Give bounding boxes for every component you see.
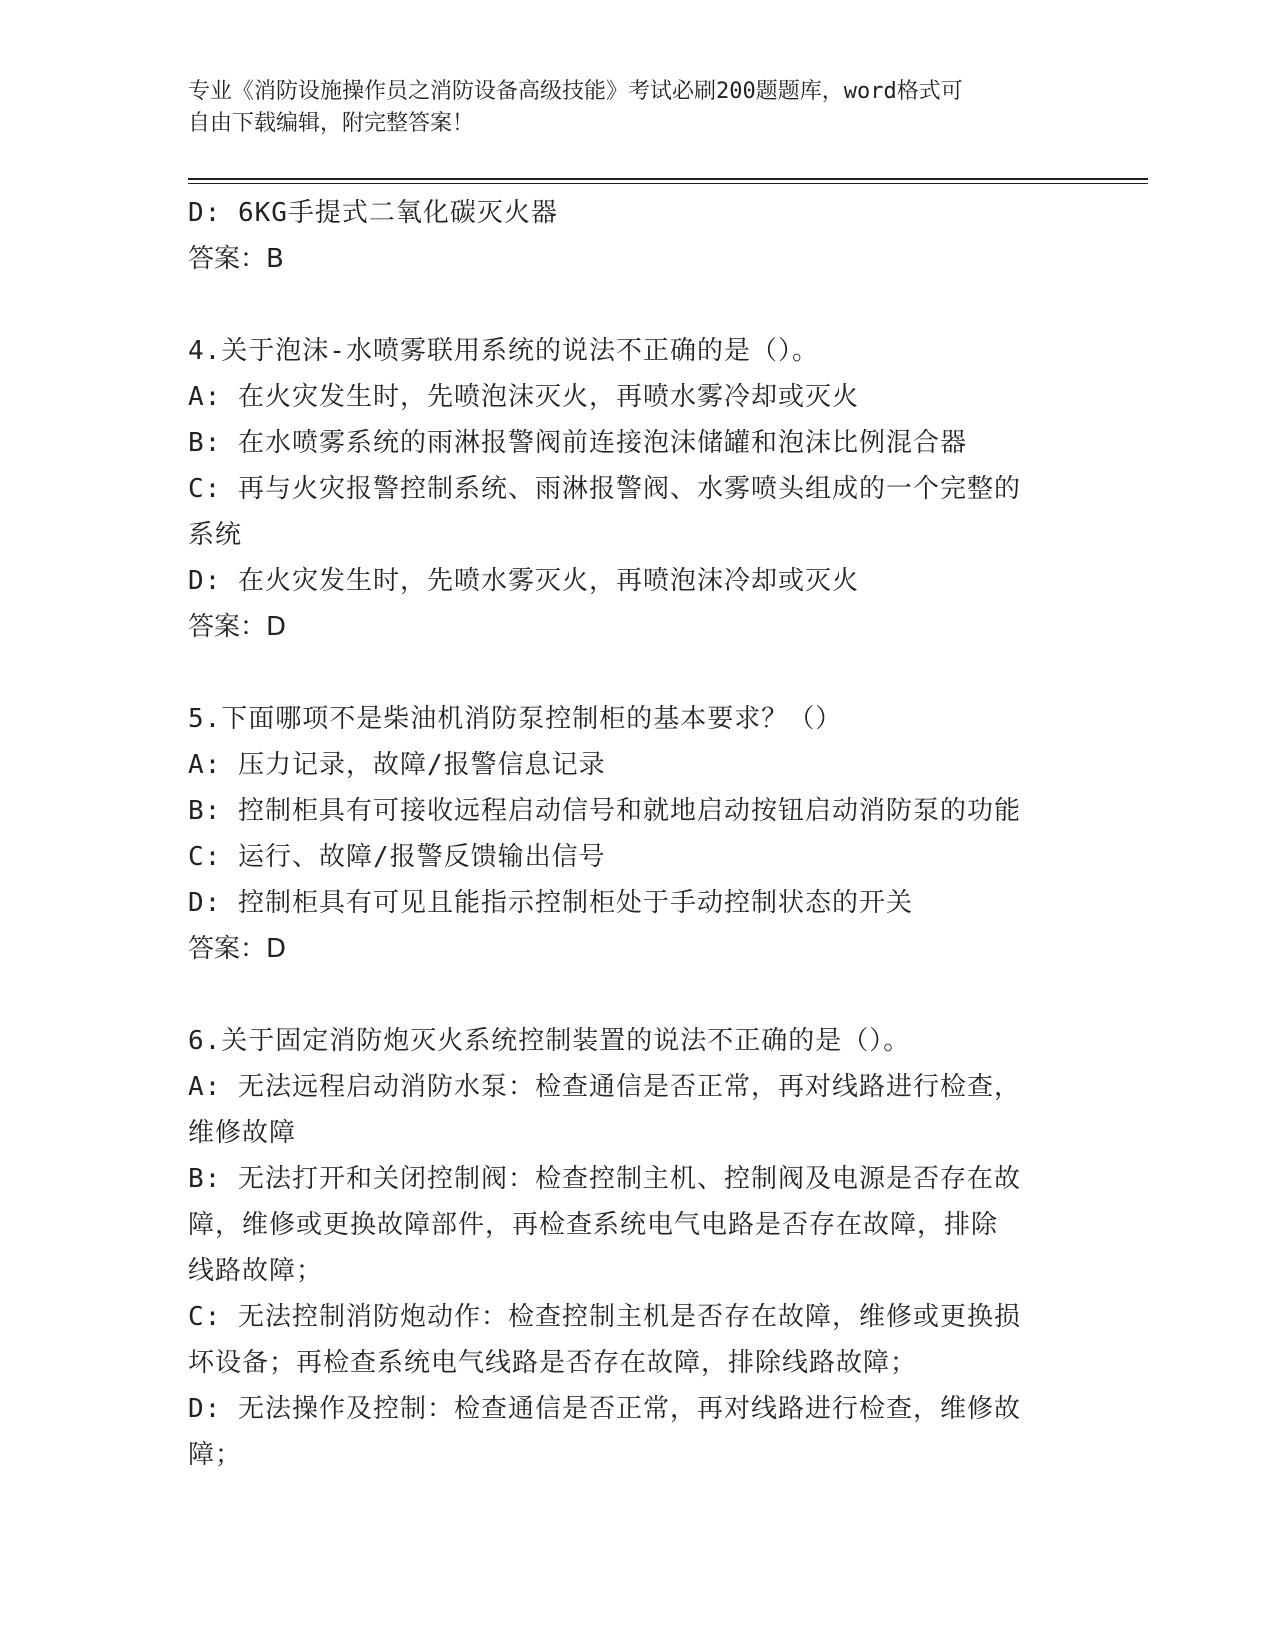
- q6-option-b-line-3: 线路故障；: [188, 1256, 324, 1286]
- q4-answer: 答案：D: [188, 612, 287, 642]
- q6-option-a-line-1: A: 无法远程启动消防水泵：检查通信是否正常，再对线路进行检查，: [188, 1072, 1021, 1102]
- q4-option-c-line-2: 系统: [188, 520, 243, 550]
- q5-option-a: A: 压力记录，故障/报警信息记录: [188, 750, 606, 780]
- spacer: [188, 650, 1088, 696]
- q6-question-text: 6.关于固定消防炮灭火系统控制装置的说法不正确的是（）。: [188, 1026, 911, 1056]
- q6-option-c-line-2: 坏设备；再检查系统电气线路是否存在故障，排除线路故障；: [188, 1348, 918, 1378]
- q6-option-d-line-1: D: 无法操作及控制：检查通信是否正常，再对线路进行检查，维修故: [188, 1394, 1021, 1424]
- header-title-line-2: 自由下载编辑，附完整答案！: [188, 111, 475, 136]
- q4-question-text: 4.关于泡沫-水喷雾联用系统的说法不正确的是（）。: [188, 336, 819, 366]
- q4-option-c-line-1: C: 再与火灾报警控制系统、雨淋报警阀、水雾喷头组成的一个完整的: [188, 474, 1021, 504]
- q3-option-d: D: 6KG手提式二氧化碳灭火器: [188, 198, 558, 228]
- question-content: [188, 190, 1088, 1478]
- page-header: [188, 76, 1068, 140]
- q6-option-b-line-2: 障，维修或更换故障部件，再检查系统电气电路是否存在故障，排除: [188, 1210, 999, 1240]
- header-title-line-1: 专业《消防设施操作员之消防设备高级技能》考试必刷200题题库，word格式可: [188, 79, 963, 104]
- q3-answer: 答案：B: [188, 244, 284, 274]
- header-divider-thick: [188, 178, 1148, 180]
- question-5: [188, 696, 1088, 972]
- question-3-tail: [188, 190, 1088, 282]
- q4-option-a: A: 在火灾发生时，先喷泡沫灭火，再喷水雾冷却或灭火: [188, 382, 859, 412]
- spacer: [188, 282, 1088, 328]
- q6-option-a-line-2: 维修故障: [188, 1118, 297, 1148]
- q5-option-c: C: 运行、故障/报警反馈输出信号: [188, 842, 606, 872]
- q6-option-d-line-2: 障；: [188, 1440, 243, 1470]
- q5-option-d: D: 控制柜具有可见且能指示控制柜处于手动控制状态的开关: [188, 888, 913, 918]
- q4-option-d: D: 在火灾发生时，先喷水雾灭火，再喷泡沫冷却或灭火: [188, 566, 859, 596]
- question-6: [188, 1018, 1088, 1478]
- q6-option-c-line-1: C: 无法控制消防炮动作：检查控制主机是否存在故障，维修或更换损: [188, 1302, 1021, 1332]
- q4-option-b: B: 在水喷雾系统的雨淋报警阀前连接泡沫储罐和泡沫比例混合器: [188, 428, 967, 458]
- q6-option-b-line-1: B: 无法打开和关闭控制阀：检查控制主机、控制阀及电源是否存在故: [188, 1164, 1021, 1194]
- spacer: [188, 972, 1088, 1018]
- question-4: [188, 328, 1088, 650]
- q5-answer: 答案：D: [188, 934, 287, 964]
- q5-question-text: 5.下面哪项不是柴油机消防泵控制柜的基本要求？（）: [188, 704, 843, 734]
- header-divider-thin: [188, 183, 1148, 184]
- q5-option-b: B: 控制柜具有可接收远程启动信号和就地启动按钮启动消防泵的功能: [188, 796, 1021, 826]
